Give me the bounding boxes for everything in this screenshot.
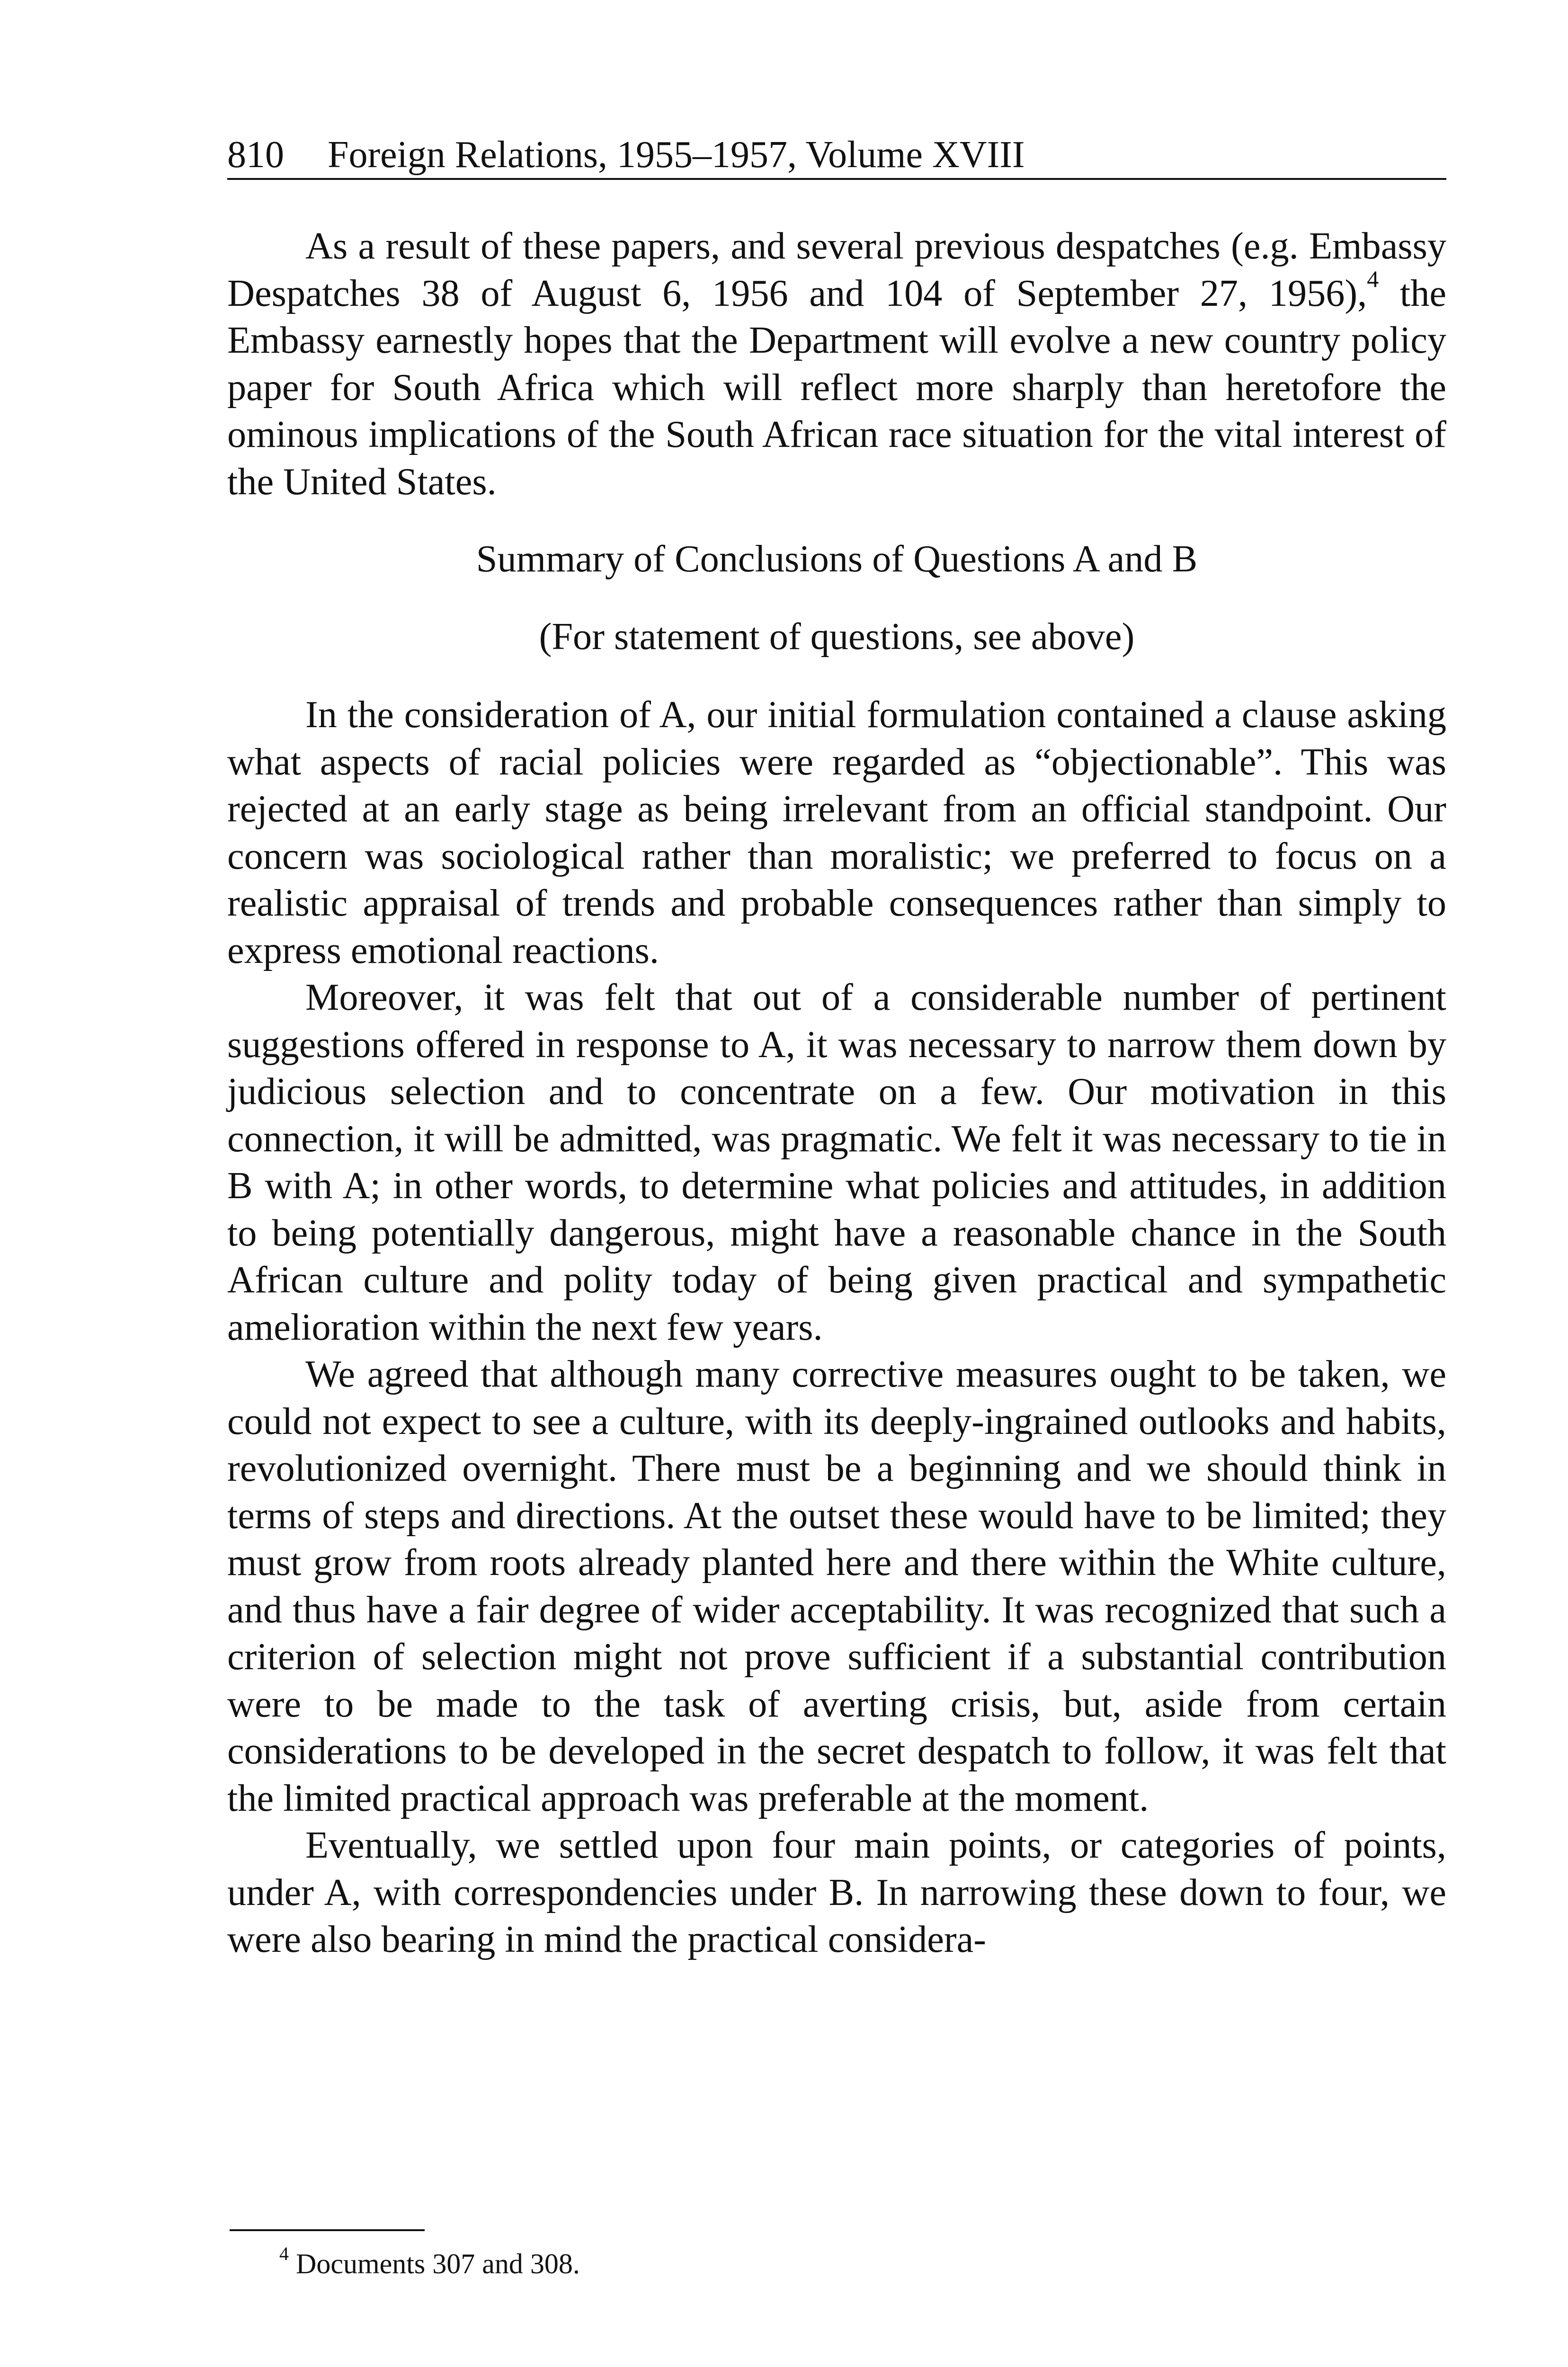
paragraph-consideration-of-a: In the consideration of A, our initial formulation contained a clause asking what aspects of racial policies were regarded as “objectionable”. This was rejected at an early stage as being irrelevant from an official standpoint. Our concern was sociological rather than moralistic; we preferred to focus on a realistic appraisal of trends and probable consequences rather than simply to express emotional reactions.	[227, 694, 1446, 971]
paragraph-text: As a result of these papers, and several previous despatches (e.g. Embassy Despatches 38 of August 6, 1956 and 104 of September 27, 1956),	[227, 225, 1446, 314]
paragraph-text: the Embassy earnestly hopes that the Department will evolve a new country policy paper for South Africa which will reflect more sharply than heretofore the ominous implications of the South African race situation for the vital interest of the United States.	[227, 272, 1446, 503]
section-heading: Summary of Conclusions of Questions A and B	[476, 538, 1198, 580]
paragraph-moreover: Moreover, it was felt that out of a considerable number of pertinent suggestions offered in response to A, it was necessary to narrow them down by judicious selection and to concentrate on a few. Our motivation in this connection, it will be admitted, was pragmatic. We felt it was necessary to tie in B with A; in other words, to determine what policies and attitudes, in addition to being potentially dangerous, might have a reasonable chance in the South African culture and polity today of being given practical and sympathetic amelioration within the next few years.	[227, 976, 1446, 1348]
footnote-divider	[230, 2229, 425, 2231]
footnote-marker: 4	[279, 2243, 289, 2264]
paragraph-corrective-measures: We agreed that although many corrective measures ought to be taken, we could not expect to see a culture, with its deeply-ingrained outlooks and habits, revolutionized overnight. There must be a beginning and we should think in terms of steps and directions. At the outset these would have to be limited; they must grow from roots already planted here and there within the White culture, and thus have a fair degree of wider acceptability. It was recognized that such a criterion of selection might not prove sufficient if a substantial contribution were to be made to the task of averting crisis, but, aside from certain considerations to be developed in the secret despatch to follow, it was felt that the limited practical approach was preferable at the moment.	[227, 1353, 1446, 1819]
footnote	[279, 2243, 580, 2282]
series-title: Foreign Relations, 1955–1957, Volume XVIII	[328, 134, 1025, 176]
footnote-text: Documents 307 and 308.	[289, 2248, 580, 2279]
paragraph-embassy-hopes	[227, 222, 1446, 505]
section-subheading: (For statement of questions, see above)	[539, 615, 1135, 658]
running-head	[227, 133, 1446, 180]
paragraph-four-main-points: Eventually, we settled upon four main points, or categories of points, under A, with correspondencies under B. In narrowing these down to four, we were also bearing in mind the practical considera-	[227, 1824, 1446, 1960]
page-number: 810	[227, 134, 284, 176]
main-text	[227, 222, 1446, 1963]
footnote-reference[interactable]: 4	[1367, 265, 1379, 292]
